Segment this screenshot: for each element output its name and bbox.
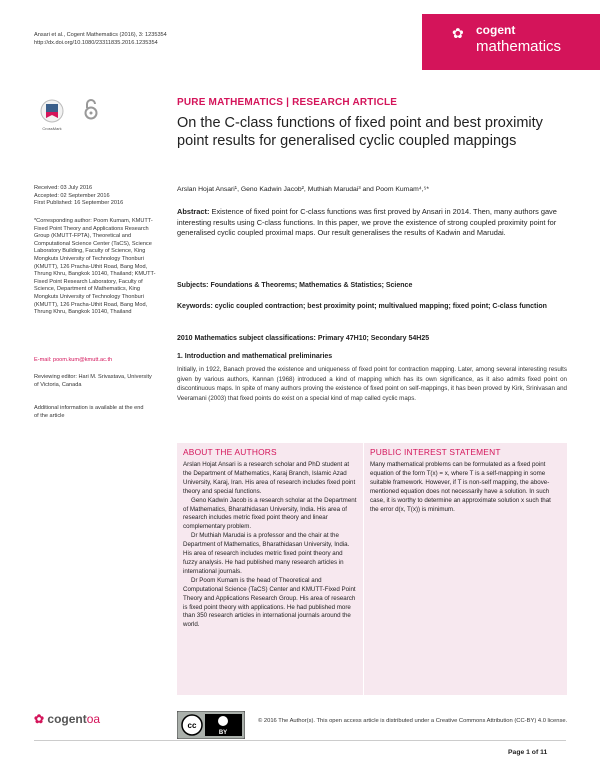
- citation-line: Ansari et al., Cogent Mathematics (2016), 3: 1235354: [34, 32, 167, 38]
- cogent-oa-logo[interactable]: [34, 712, 100, 726]
- abstract-label: Abstract:: [177, 207, 210, 216]
- svg-text:CrossMark: CrossMark: [42, 126, 62, 131]
- author-bio: Dr Poom Kumam is the head of Theoretical and Computational Science (TaCS) Center and KMUTT-Fixed Point Theory and Applications Research Group. His area of research is fixed point theory with applications. He had published more than 350 research articles in international journals around the world.: [183, 576, 356, 629]
- cogent-logo-icon: ✿: [452, 25, 464, 41]
- reviewing-editor: Reviewing editor: Hari M. Srivastava, University of Victoria, Canada: [34, 374, 152, 388]
- footer-logo-main: cogent: [47, 712, 87, 726]
- published-date: First Published: 16 September 2016: [34, 200, 124, 207]
- corresponding-author: *Corresponding author: Poom Kumam, KMUTT-Fixed Point Theory and Applications Research Group (KMUTT-FPTA), Theoretical and Computational Science Center (TaCS), Science Laboratory Building, Faculty of Science, King Mongkuts University of Technology Thonburi (KMUTT), 126 Pracha-Uthit Road, Bang Mod, Thrung Khru, Bangkok 10140, Thailand; KMUTT-Fixed Point Research Laboratory, Faculty of Science, Department of Mathematics, King Mongkuts University of Technology Thonburi (KMUTT), 126 Pracha-Uthit Road, Bang Mod, Thrung Khru, Bangkok 10140, Thailand: [34, 218, 156, 316]
- public-interest-box: [364, 443, 567, 695]
- cc-label: cc: [187, 721, 197, 730]
- doi-link[interactable]: http://dx.doi.org/10.1080/23311835.2016.1235354: [34, 40, 158, 46]
- public-interest-text: Many mathematical problems can be formulated as a fixed point equation of the form T(x) = x, where T is a self-mapping in some suitable framework. However, if T is non-self mapping, the above-mentioned equation does not necessarily have a solution. In such case, it is worthy to determine an approximate solution x such that the error d(x, T(x)) is minimum.: [370, 461, 551, 513]
- section-tag: PURE MATHEMATICS | RESEARCH ARTICLE: [177, 97, 398, 108]
- journal-name: mathematics: [476, 38, 562, 55]
- citation-header: [34, 31, 167, 47]
- article-title: On the C-class functions of fixed point and best proximity point results for generalised cyclic coupled mappings: [177, 115, 543, 149]
- section-heading: 1. Introduction and mathematical preliminaries: [177, 353, 333, 360]
- author-bio: Dr Muthiah Marudai is a professor and the chair at the Department of Mathematics, Bharathidasan University, India. His area of research includes metric fixed point theory and fuzzy analysis. He had published many research articles in international journals.: [183, 532, 350, 575]
- journal-brand[interactable]: [422, 14, 600, 70]
- page-number: Page 1 of 11: [508, 749, 548, 756]
- cc-by-license-icon[interactable]: [177, 711, 245, 739]
- open-access-icon: [84, 98, 98, 125]
- footer-logo-icon: ✿: [34, 712, 45, 726]
- brand-name: cogent: [476, 23, 516, 37]
- about-authors-box: [177, 443, 363, 695]
- license-text: © 2016 The Author(s). This open access article is distributed under a Creative Commons Attribution (CC-BY) 4.0 license.: [258, 718, 568, 724]
- received-date: Received: 03 July 2016: [34, 185, 93, 191]
- author-list: Arslan Hojat Ansari¹, Geno Kadwin Jacob², Muthiah Marudai³ and Poom Kumam⁴,⁵*: [177, 186, 430, 193]
- section-body: Initially, in 1922, Banach proved the existence and uniqueness of fixed point for contraction mapping. Later, among several interesting results given by various authors, Kannan (1968) introduced a kind of mapping which has its own significance, as it also admits fixed point on discontinuous maps. In spite of many authors proving the existence of fixed point on self-mappings, it has been proved by Kirk, Srinivasan and Veeramani (2003) that fixed points do exist on a special kind of map called cyclic maps.: [177, 366, 567, 402]
- abstract-text: Existence of fixed point for C-class functions was first proved by Ansari in 2014. Then, many authors gave interesting results using C-class functions. In this paper, we prove the existence of strong coupled proximity point for generalised cyclic coupled proximal maps. Our result generalises the results of Kadwin and Marudai.: [177, 207, 557, 238]
- about-authors-heading: ABOUT THE AUTHORS: [183, 447, 277, 457]
- classification: 2010 Mathematics subject classifications: Primary 47H10; Secondary 54H25: [177, 335, 430, 342]
- dates-block: [34, 185, 164, 208]
- footer-divider: [34, 740, 566, 741]
- email-link[interactable]: E-mail: poom.kum@kmutt.ac.th: [34, 357, 113, 363]
- by-label: BY: [218, 730, 228, 736]
- additional-info: Additional information is available at the end of the article: [34, 405, 144, 419]
- public-interest-heading: PUBLIC INTEREST STATEMENT: [370, 447, 501, 457]
- subjects: Subjects: Foundations & Theorems; Mathematics & Statistics; Science: [177, 282, 413, 289]
- keywords: Keywords: cyclic coupled contraction; best proximity point; multivalued mapping; fixed point; C-class function: [177, 303, 547, 310]
- crossmark-icon[interactable]: [38, 98, 66, 132]
- abstract: [177, 207, 567, 239]
- footer-logo-oa: oa: [86, 712, 101, 726]
- author-bio: Arslan Hojat Ansari is a research scholar and PhD student at the Department of Mathematics, Karaj Branch, Islamic Azad University, Karaj, Iran. His area of research includes fixed point theory and special functions.: [183, 461, 356, 495]
- accepted-date: Accepted: 02 September 2016: [34, 192, 110, 199]
- author-bio: Geno Kadwin Jacob is a research scholar at the Department of Mathematics, Bharathidasan University, India. His area of research includes metric fixed point theory and linear complementary problem.: [183, 496, 357, 531]
